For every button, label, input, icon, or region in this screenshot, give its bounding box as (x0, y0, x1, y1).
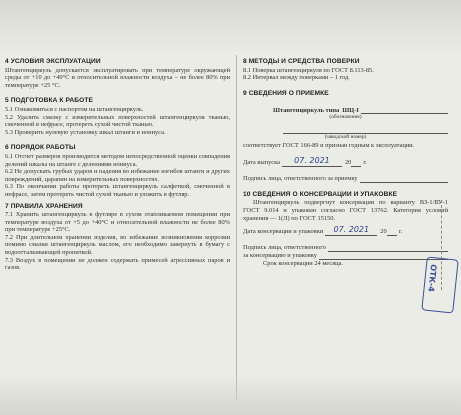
column-divider (236, 55, 237, 400)
section-6-title: 6 ПОРЯДОК РАБОТЫ (5, 144, 76, 152)
release-year-prefix: 20 (344, 159, 352, 167)
release-date-value: 07. 2021 (294, 156, 330, 166)
tear-off-edge (441, 200, 458, 290)
section-7-item-2: 7.2 При длительном хранении изделия, во избежание возникновения коррозии помимо смазки штангенциркуль маслом, его необходимо завернуть в бумагу с водоотталкивающей пропиткой. (5, 233, 230, 257)
section-7-title: 7 ПРАВИЛА ХРАНЕНИЯ (5, 202, 83, 210)
packing-signature-label-1: Подпись лица, ответственного (243, 244, 326, 252)
release-year-suffix: г. (363, 159, 367, 167)
acceptance-signature-label: Подпись лица, ответственного за приемку (243, 175, 358, 183)
packing-signature-label-2: за консервацию и упаковку (243, 252, 317, 260)
serial-caption: (заводской номер) (324, 133, 367, 140)
page-shadow-bottom (0, 375, 461, 415)
page-shadow-top (0, 0, 461, 55)
section-8-item-1: 8.1 Поверка штангенциркуля по ГОСТ 8.113-85. (243, 66, 374, 74)
section-4-title: 4 УСЛОВИЯ ЭКСПЛУАТАЦИИ (5, 58, 101, 65)
conservation-term: Срок консервации 24 месяца. (263, 259, 343, 267)
section-9-title: 9 СВЕДЕНИЯ О ПРИЕМКЕ (243, 89, 329, 97)
section-8-title: 8 МЕТОДЫ И СРЕДСТВА ПОВЕРКИ (243, 58, 360, 65)
model-label: Штангенциркуль типа (273, 106, 340, 114)
left-column (5, 58, 230, 272)
right-column (243, 58, 448, 267)
packing-year-prefix: 20 (380, 228, 387, 236)
packing-signature-row (243, 244, 448, 252)
section-5-item-2: 5.2 Удалить смазку с измерительных поверхностей штангенциркуля тканью, смоченной в нефрасе, протереть сухой чистой тканью. (5, 113, 230, 129)
section-4-text: Штангенциркуль допускается эксплуатировать при температуре окружающей среды от +10 до +40°С и относительной влажности воздуха – не более 80% при температуре +25 °С. (5, 66, 230, 89)
designation-caption: (обозначение) (329, 114, 362, 121)
release-date-row (243, 157, 448, 167)
conformity-text: соответствует ГОСТ 166-89 и признан годным к эксплуатации. (243, 141, 415, 149)
section-7-item-3: 7.3 Воздух в помещении не должен содержать примесей агрессивных паров и газов. (5, 256, 230, 272)
otk-stamp-text: ОТК-4 (426, 263, 439, 293)
section-6-item-2: 6.2 Не допускать грубых ударов и падения во избежание изгибов штанги и других повреждений, царапин на измерительных поверхностях. (5, 168, 230, 183)
section-5-item-3: 5.3 Проверить нулевую установку шкал штанги и нониуса. (5, 128, 166, 136)
section-10-text: Штангенциркуль подвергнут консервации по варианту ВЗ-1/ВУ-1 ГОСТ 9.014 и упакован согласно ГОСТ 13762. Категория условий хранения — 1(Л) по ГОСТ 15150. (243, 199, 448, 222)
packing-date-label: Дата консервации и упаковки (243, 228, 324, 236)
section-8-item-2: 8.2 Интервал между поверками – 1 год. (243, 74, 350, 82)
packing-date-value: 07. 2021 (333, 225, 370, 235)
section-6-item-3: 6.3 По окончании работы протереть штангенциркуль салфеткой, смоченной в нефрасе, затем протереть чистой сухой тканью и уложить в футляр. (5, 183, 230, 198)
section-5-title: 5 ПОДГОТОВКА К РАБОТЕ (5, 97, 93, 105)
packing-date-row (243, 226, 448, 236)
section-6-item-1: 6.1 Отсчет размеров производится методом непосредственной оценки совпадения делений шкалы на штанге с делениями нониуса. (5, 152, 230, 168)
release-date-label: Дата выпуска (243, 159, 280, 167)
section-7-item-1: 7.1 Хранить штангенциркуль в футляре в сухом отапливаемом помещении при температуре воздуха от +5 до +40°С и относительной влажности не более 80% при температуре +25°С. (5, 211, 230, 234)
packing-year-suffix: г. (398, 228, 403, 236)
packing-signature-row-2 (243, 252, 448, 260)
section-5-item-1: 5.1 Ознакомиться с паспортом на штангенциркуль. (5, 105, 144, 113)
section-10-title: 10 СВЕДЕНИЯ О КОНСЕРВАЦИИ И УПАКОВКЕ (243, 190, 398, 198)
acceptance-signature-row (243, 175, 448, 183)
model-value: ШЦ-I (342, 106, 359, 114)
